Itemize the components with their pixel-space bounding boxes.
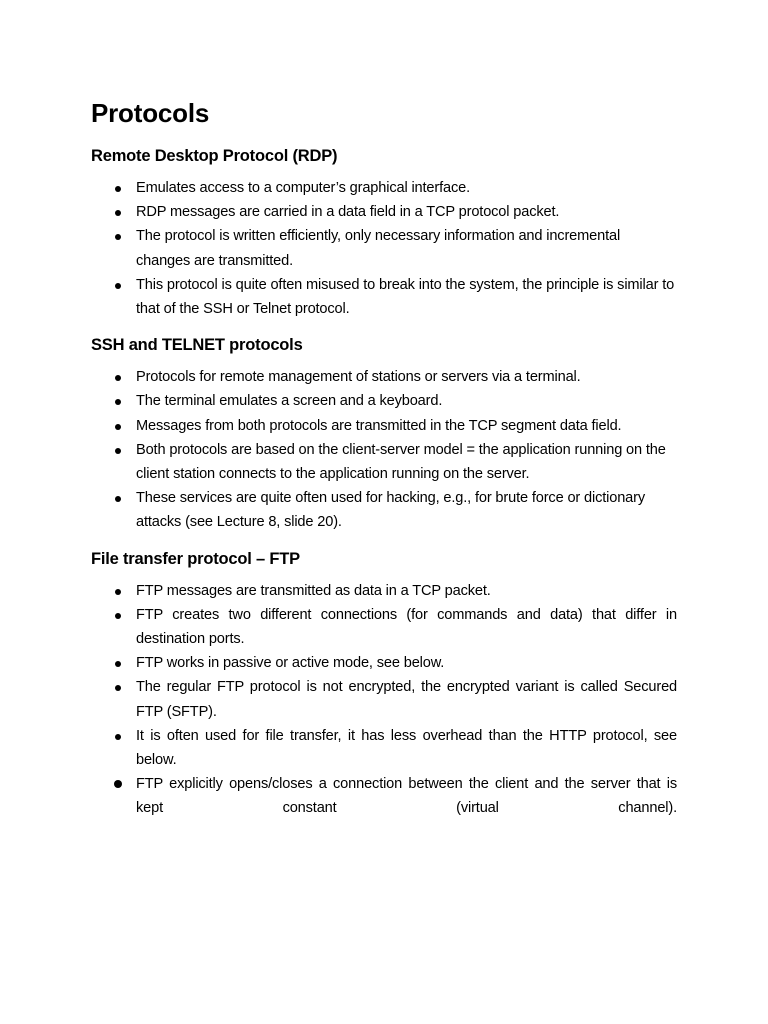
list-item: The terminal emulates a screen and a keyboard.: [91, 389, 677, 413]
bullet-icon: [115, 210, 121, 216]
bullet-list-ftp: [91, 579, 677, 821]
bullet-icon: [115, 685, 121, 691]
list-item: FTP creates two different connections (for commands and data) that differ in destination ports.: [91, 603, 677, 651]
list-item: FTP messages are transmitted as data in a TCP packet.: [91, 579, 677, 603]
list-item: Both protocols are based on the client-server model = the application running on the client station connects to the application running on the server.: [91, 438, 677, 486]
section-heading-ssh-telnet: SSH and TELNET protocols: [91, 336, 303, 355]
bullet-icon: [115, 448, 121, 454]
page-title: Protocols: [91, 98, 210, 128]
bullet-icon: [115, 283, 121, 289]
list-item: It is often used for file transfer, it has less overhead than the HTTP protocol, see below.: [91, 724, 677, 772]
section-heading-ftp: File transfer protocol – FTP: [91, 549, 300, 568]
bullet-icon: [115, 234, 121, 240]
bullet-icon: [115, 424, 121, 430]
list-item: The regular FTP protocol is not encrypted, the encrypted variant is called Secured FTP (SFTP).: [91, 675, 677, 723]
list-item: RDP messages are carried in a data field in a TCP protocol packet.: [91, 200, 677, 224]
section-heading-rdp: Remote Desktop Protocol (RDP): [91, 147, 338, 165]
bullet-list-rdp: [91, 176, 677, 321]
bullet-icon: [115, 589, 121, 595]
bullet-icon: [115, 661, 121, 667]
list-item: Messages from both protocols are transmitted in the TCP segment data field.: [91, 414, 677, 438]
list-item: This protocol is quite often misused to break into the system, the principle is similar to that of the SSH or Telnet protocol.: [91, 273, 677, 321]
bullet-icon: [115, 734, 121, 740]
bullet-icon: [115, 186, 121, 192]
list-item: Emulates access to a computer’s graphical interface.: [91, 176, 677, 200]
bullet-icon: [115, 496, 121, 502]
list-item: The protocol is written efficiently, only necessary information and incremental changes are transmitted.: [91, 224, 677, 272]
bullet-icon: [115, 399, 121, 405]
list-item: FTP works in passive or active mode, see below.: [91, 651, 677, 675]
bullet-icon: [114, 780, 122, 788]
bullet-icon: [115, 613, 121, 619]
list-item: These services are quite often used for hacking, e.g., for brute force or dictionary attacks (see Lecture 8, slide 20).: [91, 486, 677, 534]
list-item: FTP explicitly opens/closes a connection between the client and the server that is kept constant (virtual channel).: [91, 772, 677, 820]
document-page: [91, 96, 677, 833]
bullet-list-ssh-telnet: [91, 365, 677, 534]
list-item: Protocols for remote management of stations or servers via a terminal.: [91, 365, 677, 389]
bullet-icon: [115, 375, 121, 381]
